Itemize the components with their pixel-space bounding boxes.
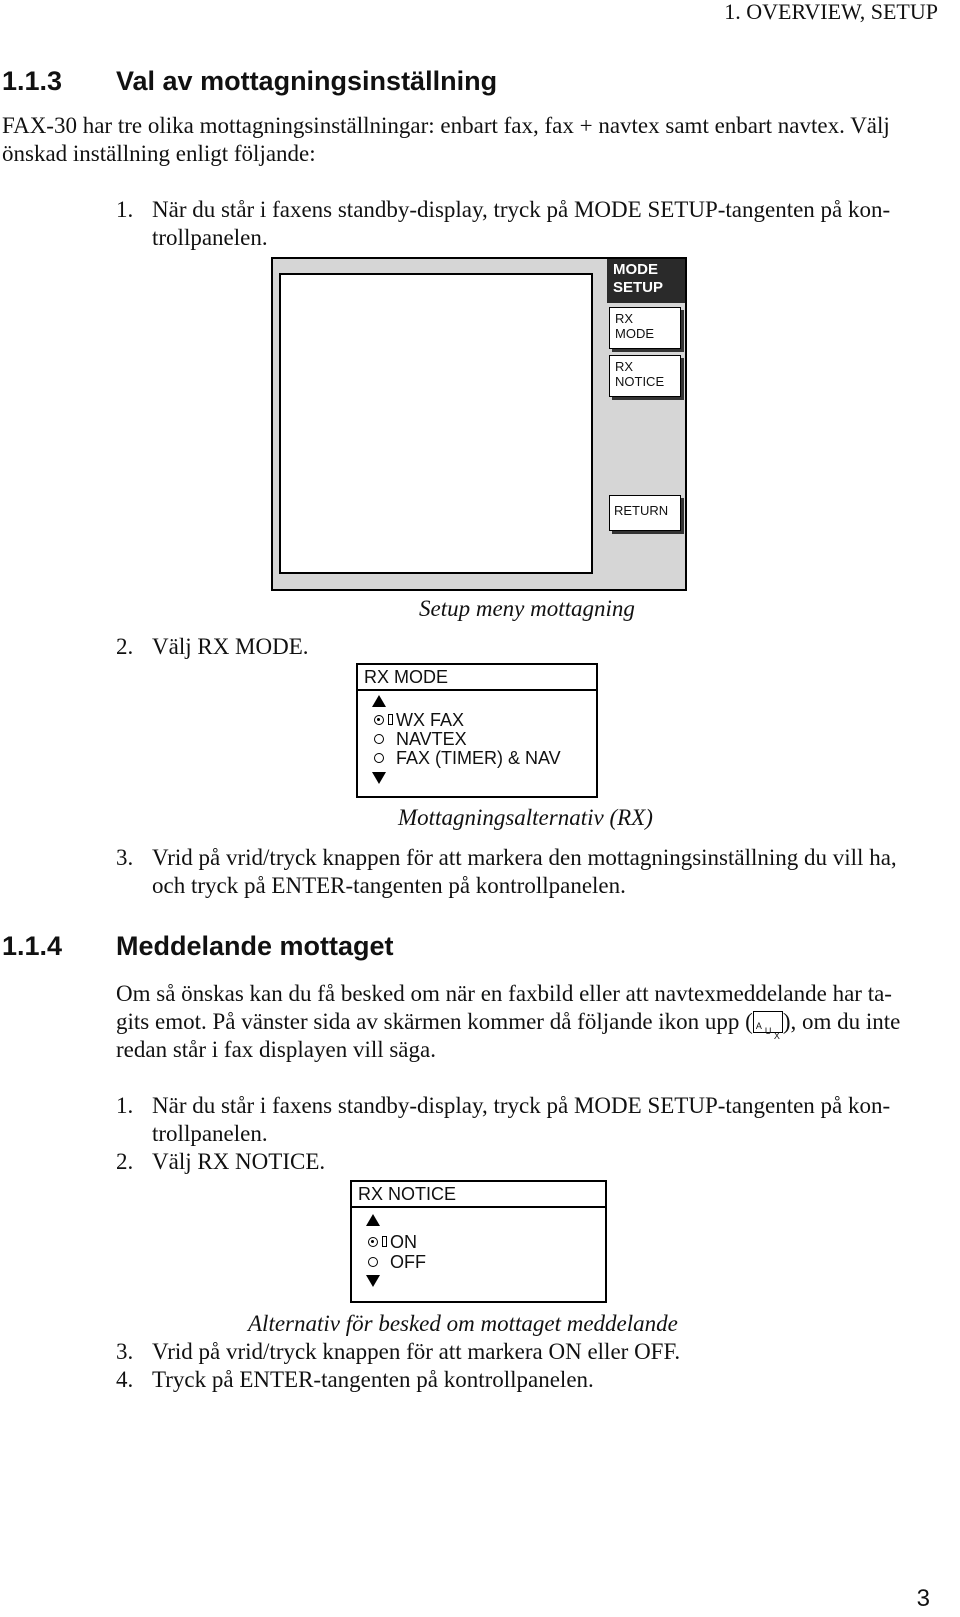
step-number: 3. <box>116 1339 134 1364</box>
softkey-label-line-1: RX <box>615 311 634 326</box>
step-number: 1. <box>116 197 134 222</box>
radio-icon[interactable] <box>374 753 384 763</box>
scroll-up-arrow-icon[interactable] <box>366 1214 380 1226</box>
radio-selected-icon[interactable] <box>374 715 384 725</box>
cursor-icon <box>388 714 393 725</box>
section-number: 1.1.3 <box>2 66 63 96</box>
option-navtex[interactable]: NAVTEX <box>396 729 467 749</box>
step-text-line-1: När du står i faxens standby-display, tryck på MODE SETUP-tangenten på kon- <box>152 197 891 222</box>
cursor-icon <box>382 1236 387 1247</box>
softkey-label-line-1: RX <box>615 359 634 374</box>
step-2 <box>116 1148 956 1176</box>
menu-title: RX NOTICE <box>352 1182 605 1208</box>
step-1 <box>116 196 956 252</box>
option-wx-fax[interactable]: WX FAX <box>396 710 465 730</box>
rx-mode-menu <box>356 663 598 798</box>
step-text-line-2: trollpanelen. <box>152 225 268 250</box>
para-text: ), om du inte <box>782 1009 901 1034</box>
step-4 <box>116 1366 956 1394</box>
scroll-down-arrow-icon[interactable] <box>372 772 386 784</box>
softkey-label-line-2: NOTICE <box>615 374 665 389</box>
para-line-2 <box>116 1008 956 1041</box>
radio-icon[interactable] <box>374 734 384 744</box>
aux-icon <box>753 1011 783 1041</box>
step-number: 2. <box>116 634 134 659</box>
step-number: 3. <box>116 845 134 870</box>
display-area <box>279 273 593 574</box>
scroll-down-arrow-icon[interactable] <box>366 1275 380 1287</box>
section-number: 1.1.4 <box>2 931 63 961</box>
rx-notice-caption: Alternativ för besked om mottaget meddelande <box>248 1311 678 1336</box>
screen-caption: Setup meny mottagning <box>419 596 635 621</box>
step-2 <box>116 633 416 661</box>
step-3 <box>116 844 956 900</box>
rx-notice-menu <box>350 1180 607 1303</box>
step-3 <box>116 1338 956 1366</box>
rx-mode-softkey[interactable] <box>609 307 681 349</box>
option-fax-timer-nav[interactable]: FAX (TIMER) & NAV <box>396 748 561 768</box>
radio-icon[interactable] <box>368 1257 378 1267</box>
section-title: Meddelande mottaget <box>116 931 394 961</box>
icon-letter: U <box>764 1026 772 1036</box>
option-off[interactable]: OFF <box>390 1252 426 1272</box>
step-text-line-2: trollpanelen. <box>152 1121 268 1146</box>
fax-screen-diagram <box>271 257 687 591</box>
page-number: 3 <box>916 1585 930 1612</box>
return-softkey[interactable]: RETURN <box>609 495 681 531</box>
rx-mode-caption: Mottagningsalternativ (RX) <box>398 805 653 830</box>
step-text: Vrid på vrid/tryck knappen för att markera ON eller OFF. <box>152 1339 681 1364</box>
header-line-1: MODE <box>613 261 658 278</box>
step-number: 4. <box>116 1367 134 1392</box>
radio-selected-icon[interactable] <box>368 1237 378 1247</box>
section-title: Val av mottagningsinställning <box>116 66 498 96</box>
intro-line-2: önskad inställning enligt följande: <box>2 141 316 166</box>
para-line-1: Om så önskas kan du få besked om när en faxbild eller att navtexmeddelande har ta- <box>116 981 892 1006</box>
para-text: gits emot. På vänster sida av skärmen kommer då följande ikon upp ( <box>116 1009 753 1034</box>
para-line-3: redan står i fax displayen vill säga. <box>116 1037 436 1062</box>
step-text-line-2: och tryck på ENTER-tangenten på kontrollpanelen. <box>152 873 626 898</box>
step-text-line-1: När du står i faxens standby-display, tryck på MODE SETUP-tangenten på kon- <box>152 1093 891 1118</box>
step-text: Tryck på ENTER-tangenten på kontrollpanelen. <box>152 1367 594 1392</box>
step-text: Välj RX NOTICE. <box>152 1149 326 1174</box>
menu-title: RX MODE <box>358 665 596 691</box>
header-line-2: SETUP <box>613 279 664 296</box>
scroll-up-arrow-icon[interactable] <box>372 695 386 707</box>
option-on[interactable]: ON <box>390 1232 417 1252</box>
rx-notice-softkey[interactable] <box>609 355 681 397</box>
step-text: Välj RX MODE. <box>152 634 309 659</box>
icon-letter: A <box>755 1021 762 1031</box>
intro-line-1: FAX-30 har tre olika mottagningsinställningar: enbart fax, fax + navtex samt enbart navtex. Välj <box>2 113 890 138</box>
step-1 <box>116 1092 956 1148</box>
running-header: 1. OVERVIEW, SETUP <box>724 0 938 24</box>
icon-letter: X <box>773 1031 780 1041</box>
step-number: 2. <box>116 1149 134 1174</box>
step-text-line-1: Vrid på vrid/tryck knappen för att markera den mottagningsinställning du vill ha, <box>152 845 897 870</box>
softkey-label-line-2: MODE <box>615 326 654 341</box>
mode-setup-header <box>607 259 685 303</box>
step-number: 1. <box>116 1093 134 1118</box>
